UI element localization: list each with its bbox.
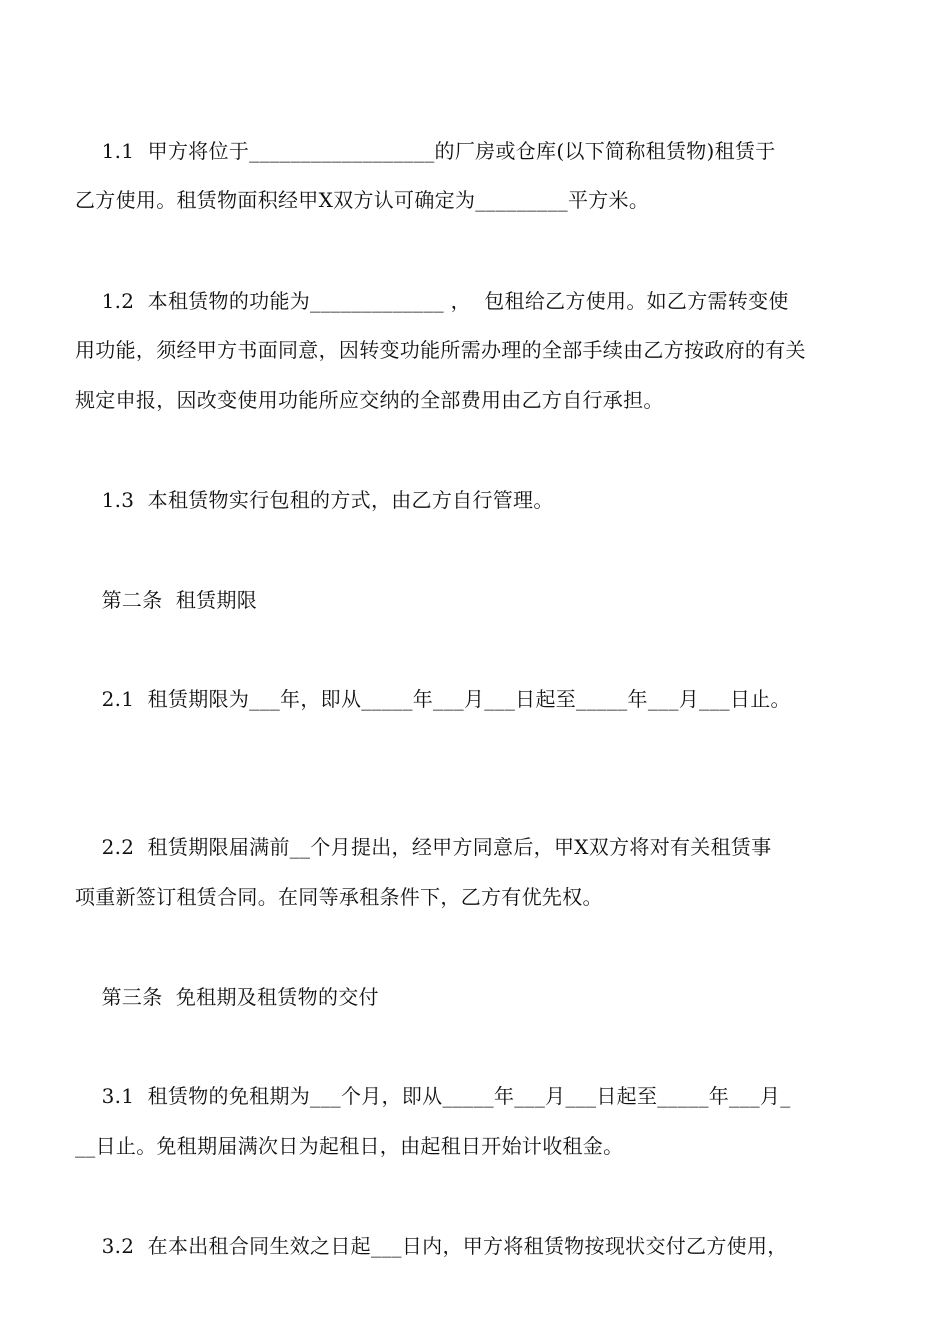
- clause-3-2-line-1: 3.2 在本出租合同生效之日起___日内，甲方将租赁物按现状交付乙方使用，: [75, 1234, 788, 1258]
- clause-3-1-line-2: __日止。免租期届满次日为起租日，由起租日开始计收租金。: [75, 1134, 624, 1158]
- clause-3-1-line-1: 3.1 租赁物的免租期为___个月，即从_____年___月___日起至_____年___月_: [75, 1084, 791, 1108]
- clause-1-1-line-2: 乙方使用。租赁物面积经甲X双方认可确定为_________平方米。: [75, 188, 650, 212]
- clause-1-2-line-3: 规定申报，因改变使用功能所应交纳的全部费用由乙方自行承担。: [75, 388, 664, 412]
- clause-2-2-line-1: 2.2 租赁期限届满前__个月提出，经甲方同意后，甲X双方将对有关租赁事: [75, 835, 772, 859]
- article-2-heading: 第二条 租赁期限: [75, 588, 258, 612]
- clause-1-2-line-2: 用功能，须经甲方书面同意，因转变功能所需办理的全部手续由乙方按政府的有关: [75, 338, 806, 362]
- article-3-heading: 第三条 免租期及租赁物的交付: [75, 985, 379, 1009]
- clause-2-1-line: 2.1 租赁期限为___年，即从_____年___月___日起至_____年___月___日止。: [75, 687, 791, 711]
- clause-2-2-line-2: 项重新签订租赁合同。在同等承租条件下，乙方有优先权。: [75, 885, 603, 909]
- clause-1-3-line: 1.3 本租赁物实行包租的方式，由乙方自行管理。: [75, 488, 554, 512]
- clause-1-2-line-1: 1.2 本租赁物的功能为_____________ ， 包租给乙方使用。如乙方需转变使: [75, 289, 789, 313]
- clause-1-1-line-1: 1.1 甲方将位于__________________的厂房或仓库(以下简称租赁物)租赁于: [75, 139, 776, 163]
